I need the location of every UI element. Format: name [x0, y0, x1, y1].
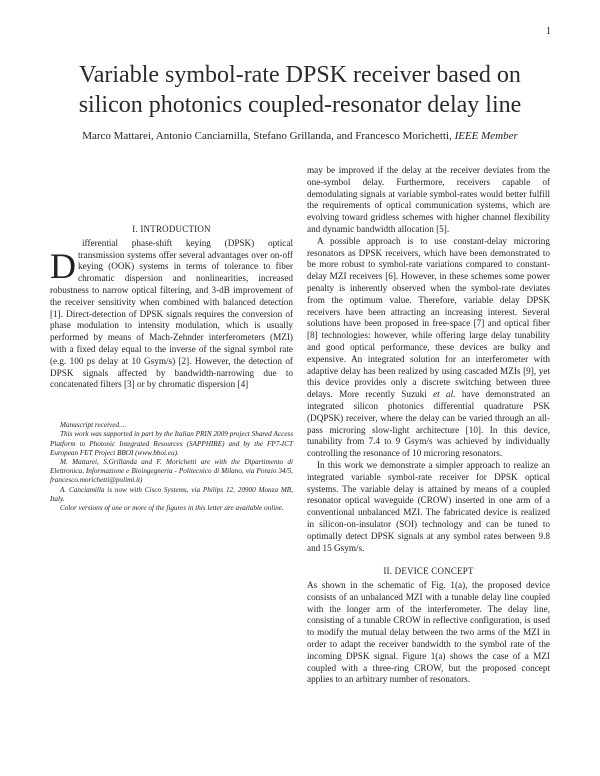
right-paragraph-2-text-a: A possible approach is to use constant-delay microring resonators as DPSK receivers, which have been demonstrated to be more robust to symbol-rate variations compared to constant-delay MZI receivers [6]. However, in these schemes some power penalty is inherently observed when the symbol-rate deviates from the optimum value. Therefore, variable delay DPSK receivers have been attracting an increasing interest. Several solutions have been proposed in free-space [7] and optical fiber [8] technologies: however, while offering large delay tunability and good optical performance, these devices are bulky and expensive. An integrated solution for an interferometer with adaptive delay has been realized by using cascaded MZIs [9], yet this device provides only a discrete switching between three delays. More recently Suzuki	[307, 235, 550, 400]
author-names: Marco Mattarei, Antonio Canciamilla, Stefano Grillanda, and Francesco Morichetti,	[82, 130, 452, 142]
footnote-funding: This work was supported in part by the Italian PRIN 2009 project Shared Access Platform to Photonic Integrated Resources (SAPPHIRE) and by the FP7-ICT European FET Project BBOI (www.bboi.eu).	[50, 430, 293, 457]
right-paragraph-1: may be improved if the delay at the receiver deviates from the one-symbol delay. Furthermore, receivers capable of demodulating signals at variable symbol-rates would better fulfill the requirements of optical communication systems, which are evolving toward gridless schemes with higher channel flexibility and dynamic bandwidth allocation [5].	[307, 165, 550, 234]
footnotes	[50, 421, 293, 513]
footnote-color: Color versions of one or more of the figures in this letter are available online.	[60, 503, 284, 512]
right-column	[307, 165, 550, 686]
title-line-1: Variable symbol-rate DPSK receiver based on	[79, 62, 521, 88]
author-list	[0, 130, 600, 142]
drop-cap: D	[50, 245, 76, 286]
page-number: 1	[546, 26, 551, 37]
footnote-received: Manuscript received....	[60, 421, 127, 430]
left-column	[50, 165, 293, 513]
right-paragraph-3: In this work we demonstrate a simpler approach to realize an integrated variable symbol-rate receiver for DPSK optical systems. The variable delay is attained by means of a coupled resonator optical waveguide (CROW) inserted in one arm of a conventional unbalanced MZI. The fabricated device is realized in silicon-on-insulator (SOI) technology and can be tuned to optimally detect DPSK signals at any symbol rates between 9.8 and 15 Gsym/s.	[307, 459, 550, 553]
paper-title	[0, 60, 600, 120]
intro-first-line: ifferential phase-shift keying (DPSK) optical	[82, 237, 293, 248]
author-membership: IEEE Member	[454, 130, 518, 142]
section-heading-device-concept: II. DEVICE CONCEPT	[383, 566, 474, 577]
footnote-affiliation: M. Mattarei, S.Grillanda and F. Morichetti are with the Dipartimento di Elettronica, Informazione e Bioingegneria - Politecnico di Milano, via Ponzio 34/5, francesco.morichetti@polimi.it)	[50, 457, 293, 485]
title-line-2: silicon photonics coupled-resonator delay line	[78, 92, 522, 118]
right-paragraph-4: As shown in the schematic of Fig. 1(a), the proposed device consists of an unbalanced MZI with a tunable delay line coupled with the longer arm of the interferometer. The delay line, consisting of a tunable CROW in reflective configuration, is used to modify the mutual delay between the two arms of the MZI in order to adapt the receiver bandwidth to the symbol rate of the incoming DPSK signal. Figure 1(a) shows the case of a MZI coupled with a three-ring CROW, but the proposed concept applies to an arbitrary number of resonators.	[307, 580, 550, 685]
right-paragraph-2-italic: et al.	[433, 389, 456, 400]
intro-body: transmission systems offer several advantages over on-off keying (OOK) systems in terms of tolerance to fiber chromatic dispersion and nonlinearities, increased robustness to narrow optical filtering, and 3-dB improvement of the receiver sensitivity when combined with balanced detection [1]. Direct-detection of DPSK signals requires the conversion of phase modulation to intensity modulation, which is usually performed by means of Mach-Zehnder interferometers (MZI) with a fixed delay equal to the inverse of the signal symbol rate (e.g. 100 ps delay at 10 Gsym/s) [2]. However, the detection of DPSK signals affected by bandwidth-narrowing due to concatenated filters [3] or by chromatic dispersion [4]	[50, 249, 293, 390]
section-heading-introduction: I. INTRODUCTION	[132, 224, 211, 234]
footnote-cisco: A. Canciamilla is now with Cisco Systems, via Philips 12, 20900 Monza MB, Italy.	[50, 485, 293, 503]
right-paragraph-2	[307, 236, 550, 460]
right-paragraph-2-text-b: have demonstrated an integrated silicon photonics differential quadrature PSK (DQPSK) receiver, where the delay can be varied through an all-pass microring slow-light architecture [10]. In this device, tunability from 7.4 to 9 Gsym/s was achieved by individually controlling the resonance of 10 microring resonators.	[307, 389, 550, 459]
intro-paragraph	[50, 245, 293, 392]
